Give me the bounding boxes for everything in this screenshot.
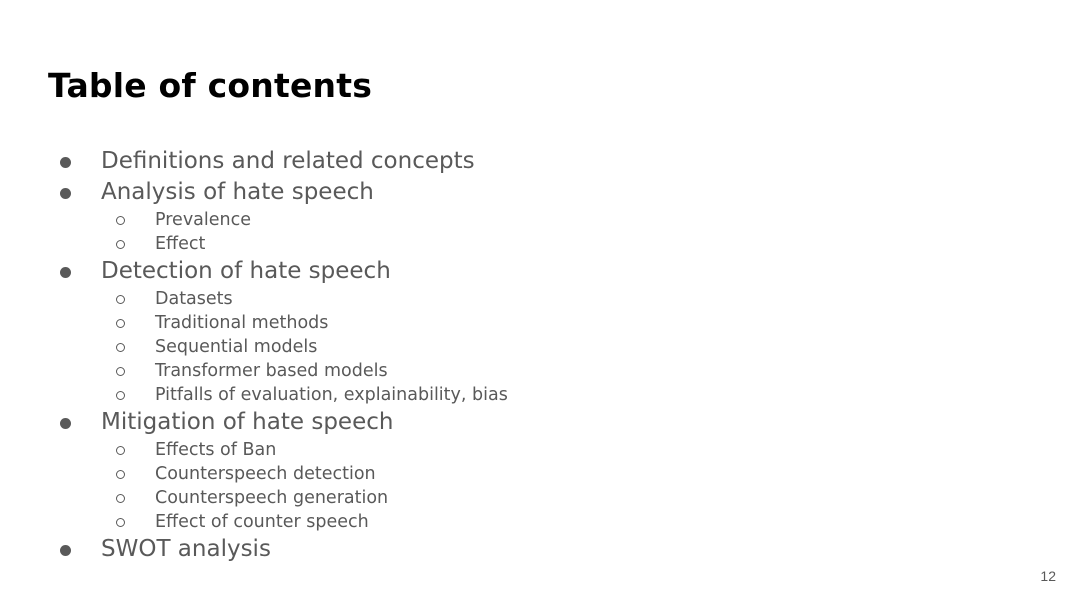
toc-subitem xyxy=(0,510,900,534)
toc-subitem-label: Prevalence xyxy=(155,210,252,230)
toc-item xyxy=(0,146,900,177)
toc-subitem-label: Datasets xyxy=(155,289,233,309)
toc-subitem xyxy=(0,311,900,335)
toc-item-label: Analysis of hate speech xyxy=(101,179,374,205)
toc-subitem xyxy=(0,359,900,383)
slide-title: Table of contents xyxy=(48,66,373,105)
toc-item-label: Mitigation of hate speech xyxy=(101,409,394,435)
toc-subitem xyxy=(0,232,900,256)
toc-subitem xyxy=(0,486,900,510)
toc-subitem xyxy=(0,335,900,359)
hollow-bullet-icon xyxy=(116,319,125,328)
toc-subitem-label: Effect xyxy=(155,234,206,254)
filled-bullet-icon xyxy=(60,418,71,429)
toc-subitem-label: Transformer based models xyxy=(155,361,388,381)
toc-item xyxy=(0,407,900,438)
hollow-bullet-icon xyxy=(116,240,125,249)
toc-subitem xyxy=(0,208,900,232)
toc-subitem-label: Effects of Ban xyxy=(155,440,277,460)
toc-subitem xyxy=(0,287,900,311)
toc-subitem-label: Counterspeech detection xyxy=(155,464,376,484)
hollow-bullet-icon xyxy=(116,446,125,455)
hollow-bullet-icon xyxy=(116,518,125,527)
toc-item-label: SWOT analysis xyxy=(101,536,271,562)
hollow-bullet-icon xyxy=(116,367,125,376)
hollow-bullet-icon xyxy=(116,343,125,352)
filled-bullet-icon xyxy=(60,157,71,168)
hollow-bullet-icon xyxy=(116,470,125,479)
toc-subitem-label: Traditional methods xyxy=(155,313,329,333)
filled-bullet-icon xyxy=(60,267,71,278)
toc-subitem-label: Pitfalls of evaluation, explainability, bias xyxy=(155,385,508,405)
toc-subitem xyxy=(0,438,900,462)
toc-subitem xyxy=(0,383,900,407)
filled-bullet-icon xyxy=(60,188,71,199)
toc-item xyxy=(0,177,900,208)
hollow-bullet-icon xyxy=(116,295,125,304)
filled-bullet-icon xyxy=(60,545,71,556)
toc-item-label: Definitions and related concepts xyxy=(101,148,475,174)
hollow-bullet-icon xyxy=(116,494,125,503)
toc-item-label: Detection of hate speech xyxy=(101,258,391,284)
page-number: 12 xyxy=(1040,568,1056,584)
toc-subitem xyxy=(0,462,900,486)
toc-item xyxy=(0,534,900,565)
toc-item xyxy=(0,256,900,287)
toc-subitem-label: Sequential models xyxy=(155,337,318,357)
hollow-bullet-icon xyxy=(116,216,125,225)
hollow-bullet-icon xyxy=(116,391,125,400)
table-of-contents-list xyxy=(0,146,900,565)
toc-subitem-label: Counterspeech generation xyxy=(155,488,389,508)
toc-subitem-label: Effect of counter speech xyxy=(155,512,369,532)
